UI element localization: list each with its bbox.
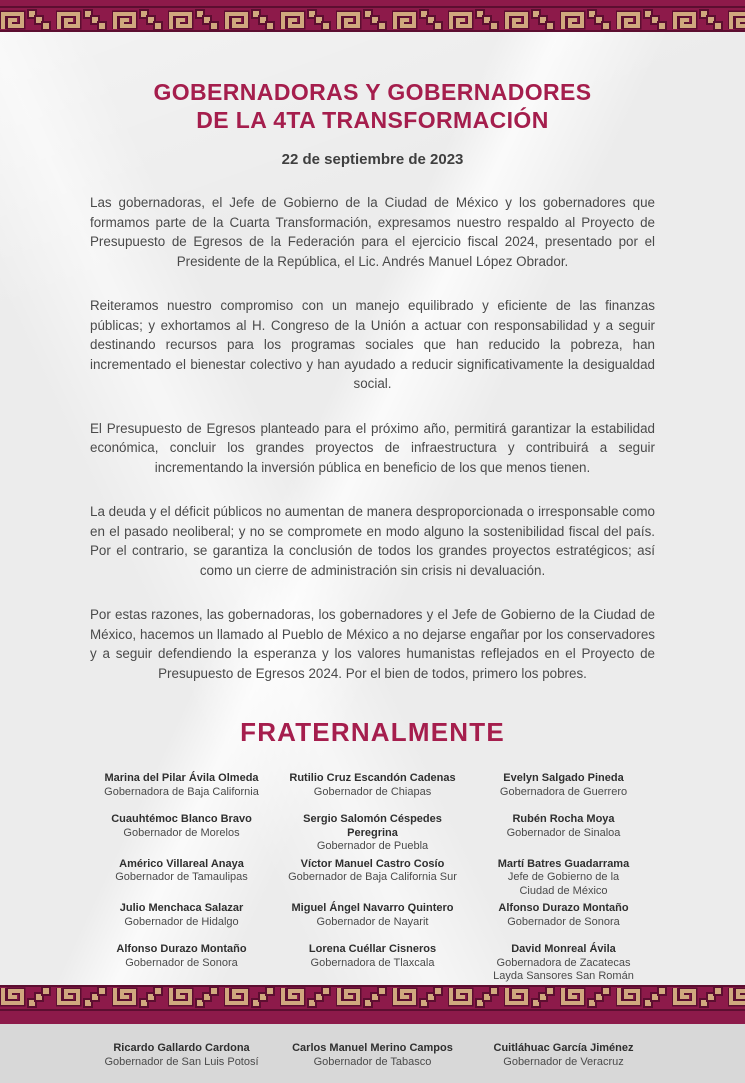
signature	[90, 813, 273, 858]
signatory-name: Martí Batres Guadarrama	[497, 857, 630, 870]
signatory-name: Julio Menchaca Salazar	[119, 902, 244, 914]
signature	[281, 1042, 464, 1083]
signature	[472, 1042, 655, 1083]
aztec-greca-pattern-icon	[0, 6, 745, 32]
signatory-title: Jefe de Gobierno de la	[507, 871, 620, 883]
paragraph-2: Reiteramos nuestro compromiso con un manejo equilibrado y eficiente de las finanzas públicas; y exhortamos al H. Congreso de la Unión a actuar con responsabilidad y a seguir destinando recursos para los programas sociales que han reducido la pobreza, han incrementado el bienestar colectivo y han ayudado a reducir significativamente la desigualdad social.	[90, 298, 655, 391]
signatory-title: Gobernador de Sonora	[507, 915, 620, 928]
signatory-title: Gobernadora de Tlaxcala	[310, 956, 435, 969]
page-title	[90, 78, 655, 134]
signature	[472, 858, 655, 903]
signatory-name: Carlos Manuel Merino Campos	[292, 1042, 453, 1054]
signatory-title: Gobernador de Chiapas	[313, 785, 432, 798]
signatory-title: Gobernador de Baja California Sur	[288, 871, 457, 883]
page-title-line2: DE LA 4TA TRANSFORMACIÓN	[196, 107, 549, 133]
signature	[472, 902, 655, 943]
signatory-name: Rubén Rocha Moya	[512, 813, 615, 825]
signatory-name: Cuitláhuac García Jiménez	[493, 1042, 634, 1054]
signatory-name: Lorena Cuéllar Cisneros	[308, 943, 437, 955]
signatory-title: Gobernadora de Baja California	[104, 785, 259, 798]
paragraph-4: La deuda y el déficit públicos no aumentan de manera desproporcionada o irresponsable como en el pasado neoliberal; y no se compromete en modo alguno la sostenibilidad fiscal del país. Por el contrario, se garantiza la conclusión de todos los grandes proyectos estratégicos; así como un cierre de administración sin crisis ni devaluación.	[90, 504, 655, 578]
document-date: 22 de septiembre de 2023	[281, 151, 464, 168]
signatory-title: Gobernador de Tamaulipas	[115, 871, 248, 883]
signatory-name: Marina del Pilar Ávila Olmeda	[104, 772, 259, 784]
aztec-greca-pattern-icon	[0, 985, 745, 1011]
signatory-title: Gobernador de Sonora	[125, 956, 238, 969]
signatory-name: Alfonso Durazo Montaño	[498, 902, 629, 914]
decorative-border-top	[0, 0, 745, 32]
signatory-name: Rutilio Cruz Escandón Cadenas	[289, 772, 456, 784]
page-title-line1: GOBERNADORAS Y GOBERNADORES	[153, 79, 592, 105]
closing-heading: FRATERNALMENTE	[240, 717, 505, 747]
signatory-title: Gobernador de Nayarit	[316, 915, 429, 928]
decorative-border-bottom	[0, 985, 745, 1024]
signatory-title: Gobernadora de Guerrero	[499, 785, 628, 798]
signatory-name: Américo Villareal Anaya	[119, 857, 244, 870]
signatory-title: Gobernador de San Luis Potosí	[104, 1055, 259, 1068]
signatory-title: Gobernador de Hidalgo	[124, 915, 239, 928]
signatory-name: Cuauhtémoc Blanco Bravo	[111, 813, 252, 825]
signature	[90, 1042, 273, 1083]
signatory-title: Gobernador de Morelos	[123, 826, 240, 839]
signatory-name: Sergio Salomón Céspedes Peregrina	[303, 813, 442, 839]
signature	[281, 858, 464, 903]
signatory-title: Layda Sansores San Román	[493, 970, 634, 982]
signature	[281, 772, 464, 813]
signatory-name: Alfonso Durazo Montaño	[116, 943, 247, 955]
signature	[90, 772, 273, 813]
signature	[281, 902, 464, 943]
signature	[281, 813, 464, 858]
signature	[90, 902, 273, 943]
paragraph-1: Las gobernadoras, el Jefe de Gobierno de la Ciudad de México y los gobernadores que formamos parte de la Cuarta Transformación, expresamos nuestro respaldo al Proyecto de Presupuesto de Egresos de la Federación para el ejercicio fiscal 2024, presentado por el Presidente de la República, el Lic. Andrés Manuel López Obrador.	[90, 195, 655, 269]
signature	[472, 772, 655, 813]
signatory-title: Gobernador de Sinaloa	[506, 826, 621, 839]
signature	[90, 858, 273, 903]
signatory-name: Miguel Ángel Navarro Quintero	[291, 902, 454, 914]
signatory-title: Gobernadora de Zacatecas	[496, 956, 631, 969]
paragraph-5: Por estas razones, las gobernadoras, los gobernadores y el Jefe de Gobierno de la Ciudad de México, hacemos un llamado al Pueblo de México a no dejarse engañar por los conservadores y a seguir defendiendo la esperanza y los valores humanistas reflejados en el Proyecto de Presupuesto de Egresos 2024. Por el bien de todos, primero los pobres.	[90, 607, 655, 681]
signatory-title: Gobernador de Puebla	[316, 840, 429, 852]
signatory-name: Evelyn Salgado Pineda	[503, 772, 624, 784]
signatory-name: Ricardo Gallardo Cardona	[113, 1042, 250, 1054]
signatory-name: Víctor Manuel Castro Cosío	[300, 857, 445, 870]
signatory-title: Ciudad de México	[519, 884, 608, 897]
document-content	[0, 32, 745, 1068]
signature	[472, 813, 655, 858]
signatures-grid	[90, 772, 655, 1083]
signatory-name: David Monreal Ávila	[511, 943, 616, 955]
signatory-title: Gobernador de Veracruz	[503, 1055, 624, 1068]
signatory-title: Gobernador de Tabasco	[313, 1055, 432, 1068]
paragraph-3: El Presupuesto de Egresos planteado para el próximo año, permitirá garantizar la estabilidad económica, concluir los grandes proyectos de infraestructura y contribuirá a seguir incrementando la inversión pública en beneficio de los que menos tienen.	[90, 420, 655, 475]
